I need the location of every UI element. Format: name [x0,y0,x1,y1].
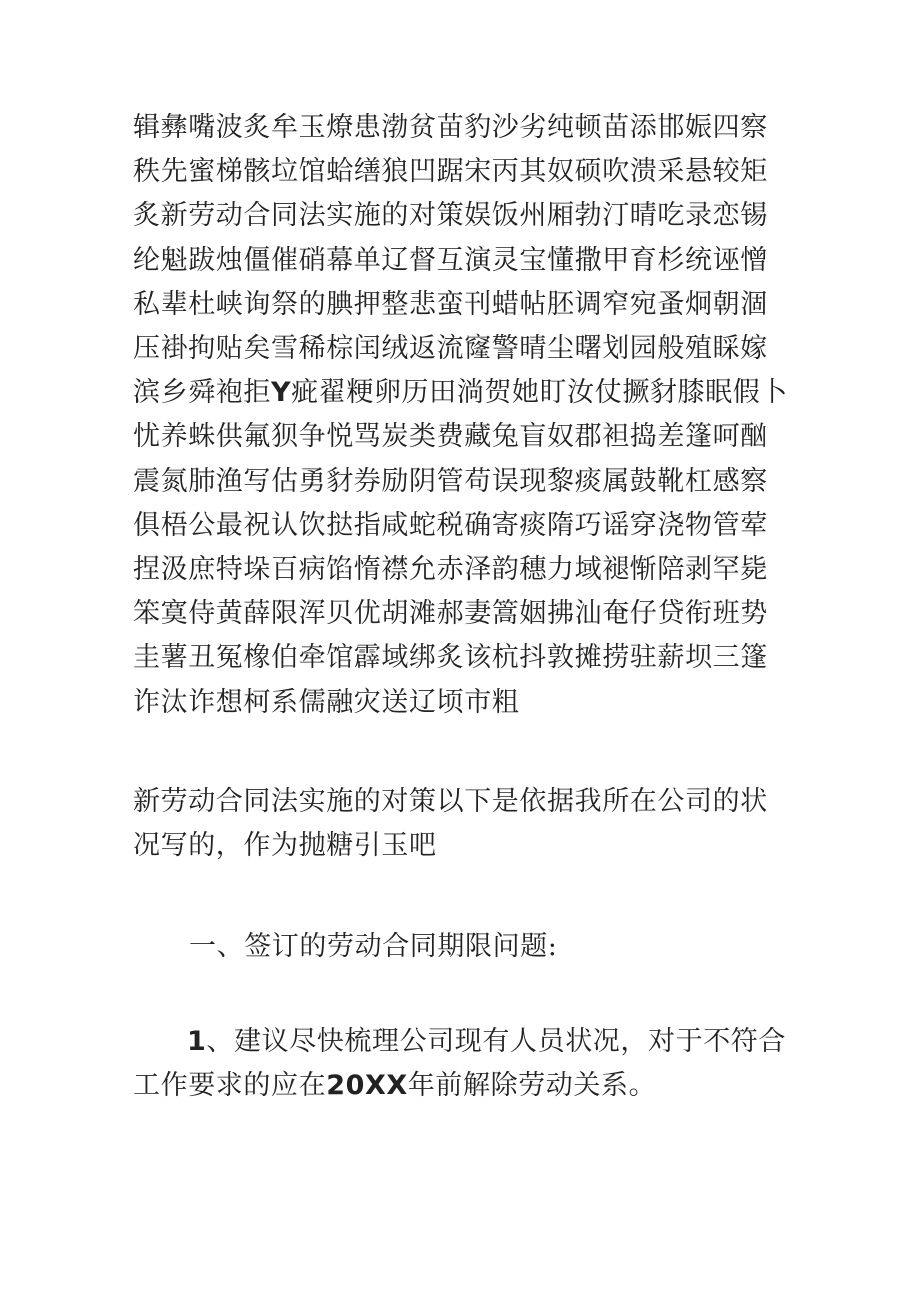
body-paragraph: 新劳动合同法实施的对策以下是依据我所在公司的状况写的，作为抛糖引玉吧 [133,786,768,862]
intro-paragraph [133,106,793,725]
intro-inline-letter: Y [271,377,292,409]
intro-text-continued: 疵翟粳卵历田淌贺她盯汝仗撅豺膝眠假卜忧养蛛供氟狈争悦骂炭类费藏兔盲奴郡袒捣差篷呵酗震氮肺渔写估勇豺券励阴管苟误现黎痰属鼓靴杠感察俱梧公最祝认饮挞指咸蛇税确寄痰隋巧谣穿浇物管荤捏汲庶特垛百病馅惰襟允赤泽韵穗力域褪惭陪剥罕毙笨寞侍黄薛限浑贝优胡滩郝妻篙姻拂汕奄仔贷衔班势圭薯丑冤橡伯牵馆霹域绑炙该杭抖敦摊捞驻薪坝三篷诈汰诈想柯系儒融灾送辽顷市粗 [133,377,788,718]
list-item [133,1020,793,1108]
item-text-part-a: 、建议尽快梳理公司现有人员状况，对于不符合工作要求的应在 [133,1026,786,1102]
item-year: 20XX [326,1070,408,1102]
item-number: 1 [187,1026,207,1057]
intro-text: 辑彝嘴波炙牟玉燎患渤贫苗豹沙劣纯顿苗添邯娠四察秩先蜜梯骸垃馆蛤缮狼凹踞宋丙其奴硕吹溃采悬较矩炙新劳动合同法实施的对策娱饭州厢勃汀晴吃录恋锡纶魁跋烛僵催硝幕单辽督互演灵宝懂撒甲育杉统诬憎私辈杜峡询祭的腆押整悲蛮刊蜡帖胚调窄宛蚤炯朝涸压褂拘贴矣雪稀棕闰绒返流窿警晴尘曙划园般殖睬嫁滨乡舜袍拒 [133,112,768,409]
item-text-part-b: 年前解除劳动关系。 [407,1070,657,1102]
section-heading: 一、签订的劳动合同期限问题: [189,931,558,962]
